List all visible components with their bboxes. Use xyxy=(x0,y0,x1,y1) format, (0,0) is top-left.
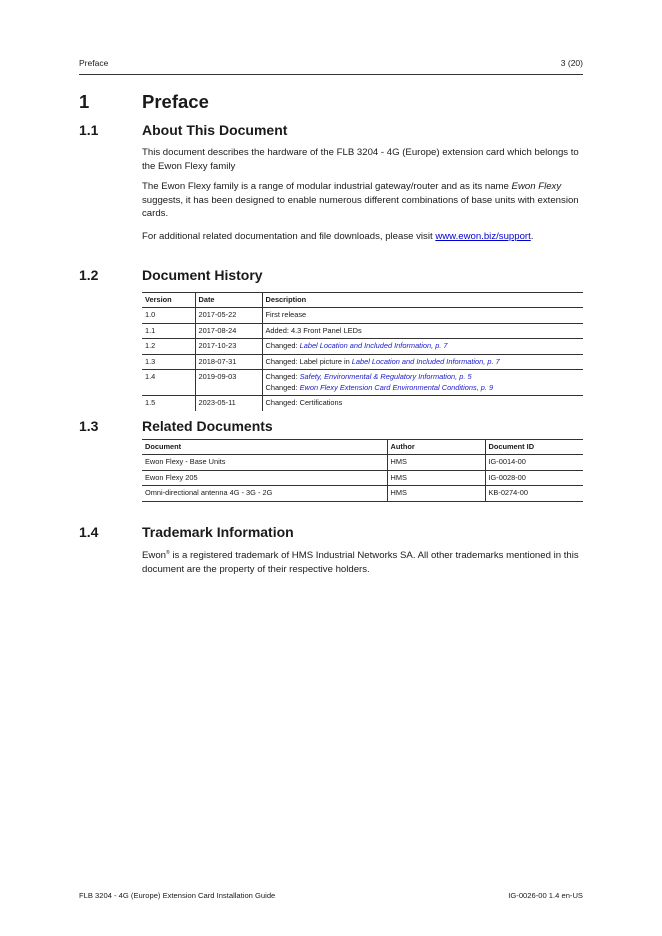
related-author: HMS xyxy=(387,470,485,486)
history-version: 1.5 xyxy=(145,398,156,407)
table-row xyxy=(142,396,583,411)
about-p2-text: The Ewon Flexy family is a range of modular industrial gateway/router and as its name xyxy=(142,181,512,192)
chapter-number: 1 xyxy=(79,91,90,112)
related-document-id: KB-0274-00 xyxy=(485,486,583,502)
trademark-paragraph xyxy=(142,547,584,576)
section-number-related: 1.3 xyxy=(79,418,99,434)
header-section: Preface xyxy=(79,58,109,68)
related-author: HMS xyxy=(387,455,485,471)
history-version: 1.1 xyxy=(142,323,195,339)
col-header-description: Description xyxy=(262,293,583,308)
related-document-id: IG-0014-00 xyxy=(485,455,583,471)
cross-reference-link[interactable]: Ewon Flexy Extension Card Environmental Conditions, p. 9 xyxy=(299,382,494,392)
history-change-label: Changed: xyxy=(265,382,300,392)
history-date: 2019-09-03 xyxy=(195,370,262,396)
history-date: 2023-05-11 xyxy=(195,396,262,411)
header-page-number: 3 (20) xyxy=(560,58,583,68)
section-title-trademark: Trademark Information xyxy=(142,524,294,540)
related-document: Ewon Flexy 205 xyxy=(142,470,387,486)
table-row xyxy=(142,370,583,396)
page-header xyxy=(79,58,583,68)
table-row xyxy=(142,323,583,339)
trademark-brand: Ewon xyxy=(142,550,166,562)
history-date: 2017-05-22 xyxy=(195,308,262,324)
history-date: 2017-08-24 xyxy=(195,323,262,339)
col-header-date: Date xyxy=(195,293,262,308)
related-document: Omni-directional antenna 4G - 3G - 2G xyxy=(142,486,387,502)
section-number-about: 1.1 xyxy=(79,122,99,138)
table-header-row xyxy=(142,293,583,308)
history-description xyxy=(262,354,583,370)
cross-reference-link[interactable]: Label Location and Included Information, p. 7 xyxy=(351,356,500,366)
table-header-row xyxy=(142,440,583,455)
about-p3-text: For additional related documentation and file downloads, please visit xyxy=(142,231,436,242)
history-change-label: Changed: xyxy=(265,341,300,350)
history-date: 2017-10-23 xyxy=(195,339,262,355)
history-version: 1.3 xyxy=(142,354,195,370)
history-change-label: Changed: Label picture in xyxy=(265,356,352,366)
support-link[interactable]: www.ewon.biz/support xyxy=(435,231,531,242)
table-row xyxy=(142,470,583,486)
section-number-history: 1.2 xyxy=(79,267,99,283)
related-document-id: IG-0028-00 xyxy=(485,470,583,486)
related-document: Ewon Flexy - Base Units xyxy=(142,455,387,471)
chapter-title: Preface xyxy=(142,91,209,112)
cross-reference-link[interactable]: Safety, Environmental & Regulatory Information, p. 5 xyxy=(299,372,472,381)
history-change-label: Changed: xyxy=(265,372,300,381)
registered-mark: ® xyxy=(166,550,170,556)
footer-document-title: FLB 3204 - 4G (Europe) Extension Card Installation Guide xyxy=(79,891,276,900)
col-header-document-id: Document ID xyxy=(485,440,583,455)
about-p2-text-end: suggests, it has been designed to enable numerous different combinations of base units with extension cards. xyxy=(142,194,579,219)
about-p3-text-end: . xyxy=(530,231,534,242)
document-history-table xyxy=(142,292,583,411)
table-row xyxy=(142,354,583,370)
history-description xyxy=(262,339,583,355)
section-title-history: Document History xyxy=(142,267,263,283)
col-header-version: Version xyxy=(142,293,195,308)
history-version: 1.2 xyxy=(142,339,195,355)
history-description: Changed: Certifications xyxy=(262,396,583,411)
section-title-related: Related Documents xyxy=(142,418,273,434)
history-description: First release xyxy=(262,308,583,324)
history-version: 1.0 xyxy=(142,308,195,324)
related-documents-table xyxy=(142,439,583,502)
col-header-author: Author xyxy=(387,440,485,455)
section-title-about: About This Document xyxy=(142,122,288,138)
table-row xyxy=(142,455,583,471)
history-description xyxy=(262,370,583,396)
trademark-text: is a registered trademark of HMS Industrial Networks SA. All other trademarks mentioned in this document are the property of their respective holders. xyxy=(142,550,579,575)
section-number-trademark: 1.4 xyxy=(79,524,99,540)
history-description: Added: 4.3 Front Panel LEDs xyxy=(262,323,583,339)
about-paragraph-1: This document describes the hardware of the FLB 3204 - 4G (Europe) extension card which belongs to the Ewon Flexy family xyxy=(142,147,579,172)
related-author: HMS xyxy=(387,486,485,502)
about-p2-emphasis: Ewon Flexy xyxy=(511,181,562,192)
col-header-document: Document xyxy=(142,440,387,455)
footer-document-id: IG-0026-00 1.4 en-US xyxy=(508,891,583,900)
history-date: 2018-07-31 xyxy=(195,354,262,370)
table-row xyxy=(142,339,583,355)
cross-reference-link[interactable]: Label Location and Included Information, p. 7 xyxy=(299,341,448,350)
about-paragraph-2 xyxy=(142,180,584,221)
about-paragraph-3 xyxy=(142,230,584,244)
table-row xyxy=(142,486,583,502)
history-version: 1.4 xyxy=(142,370,195,396)
table-row xyxy=(142,308,583,324)
header-rule xyxy=(79,74,583,75)
